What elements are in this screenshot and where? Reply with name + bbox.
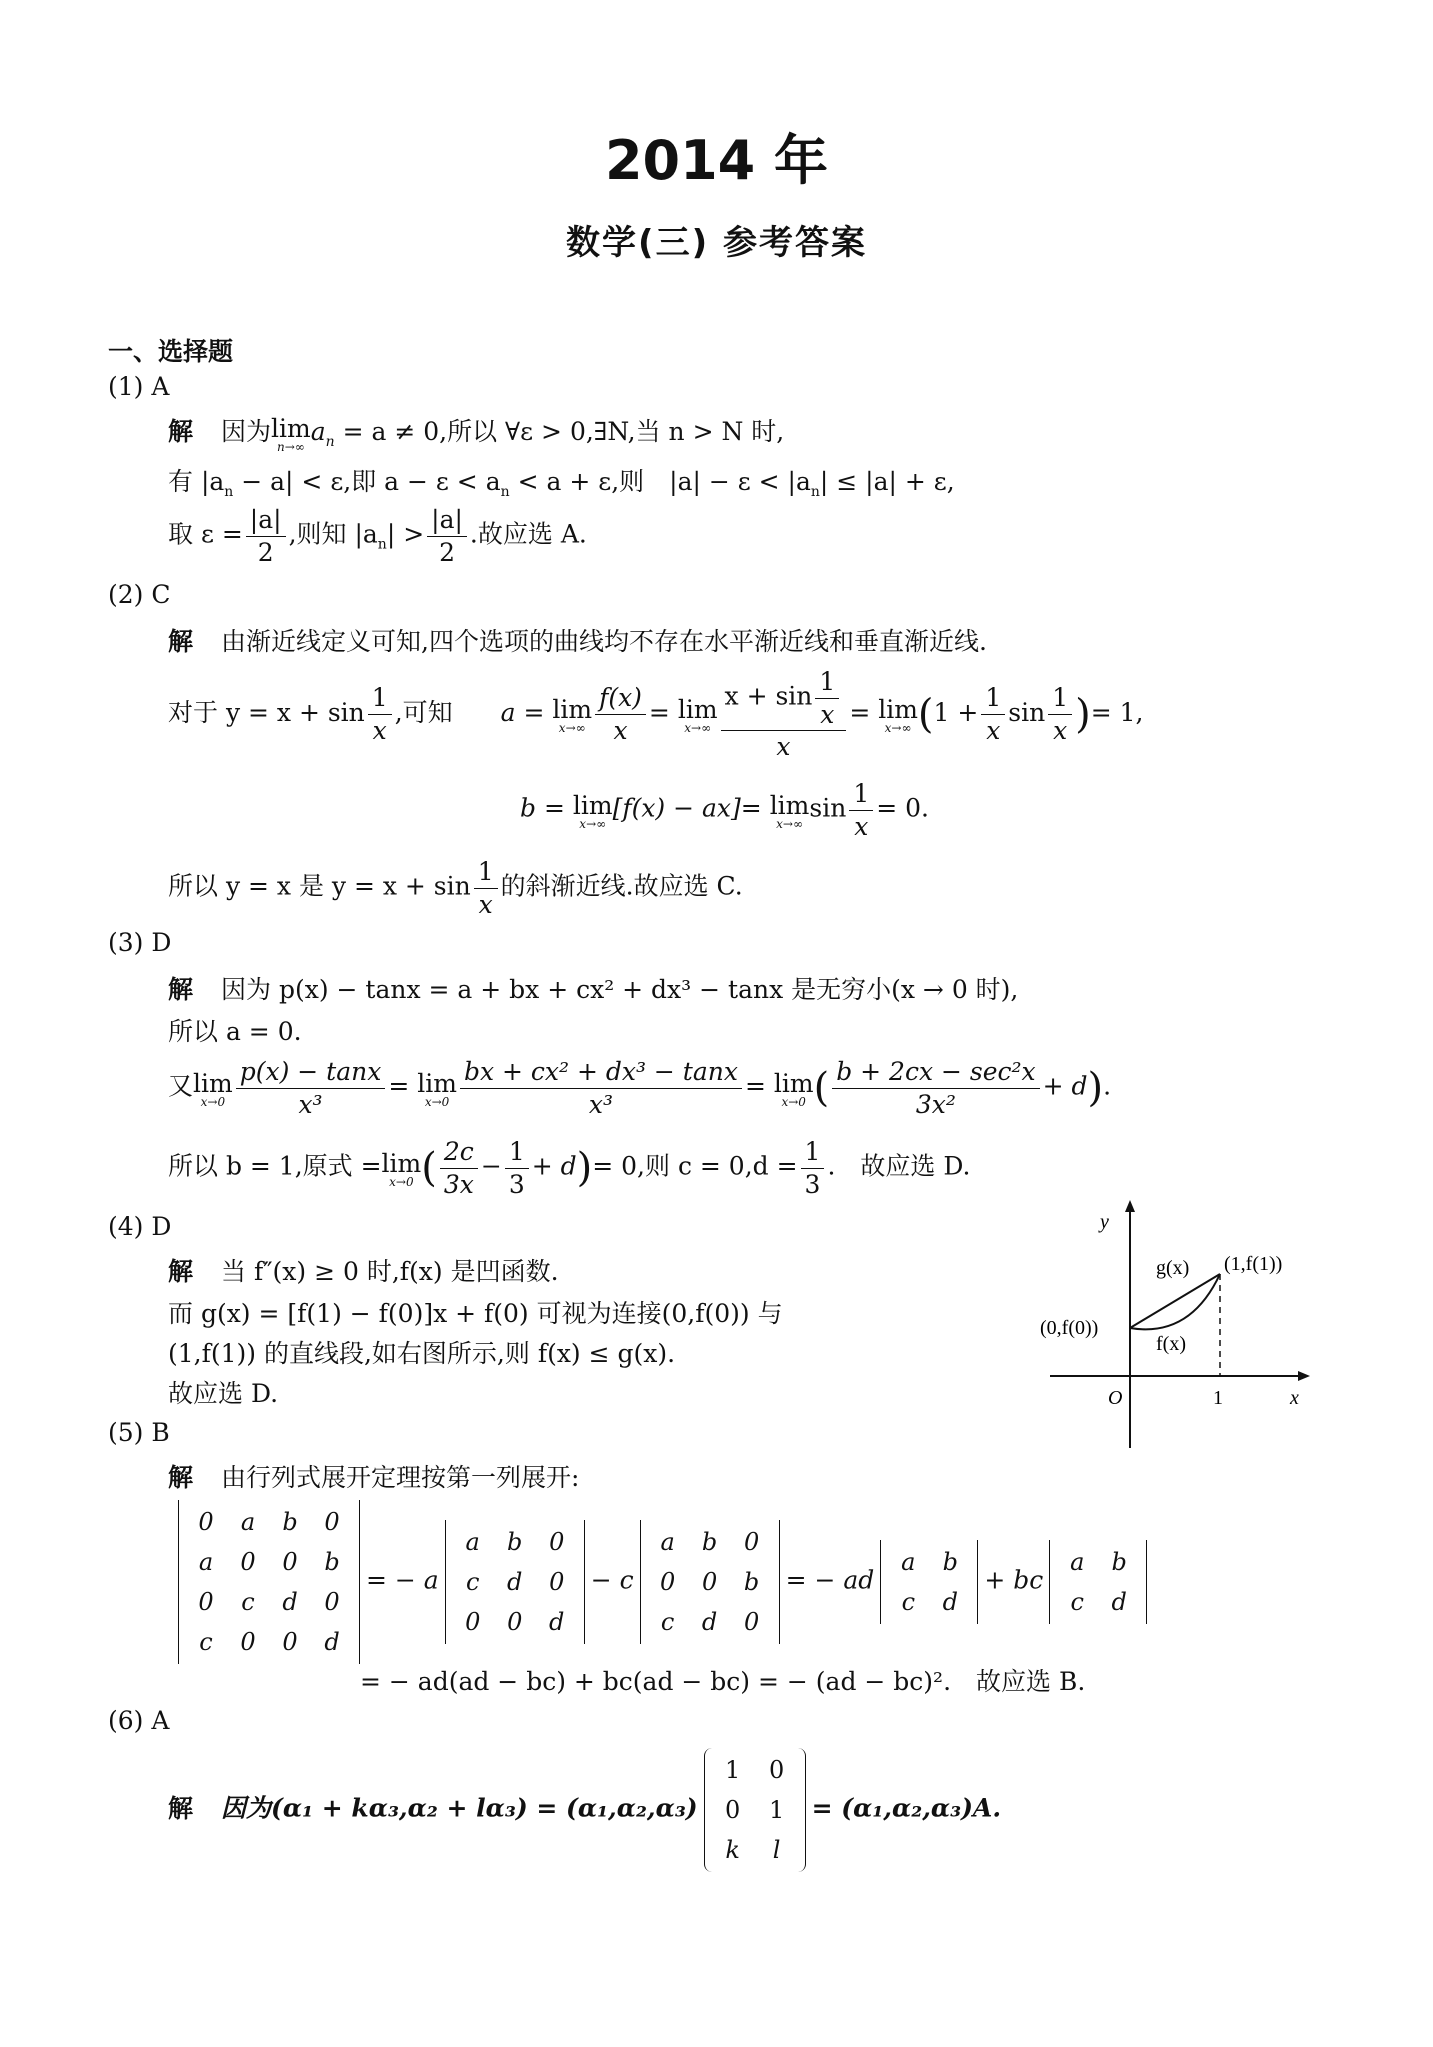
det2a-row	[887, 1582, 971, 1622]
q3-text: −	[480, 1151, 502, 1181]
det3b-cell: 0	[701, 1568, 718, 1596]
det3a-cell: 0	[549, 1568, 565, 1596]
q5-number: (5) B	[108, 1418, 170, 1447]
q3-text: 所以 b = 1,原式 =	[168, 1151, 382, 1181]
det2b-cell: b	[1111, 1548, 1127, 1576]
q4-number: (4) D	[108, 1212, 172, 1241]
det3a-cell: a	[465, 1528, 480, 1556]
q2-jie: 解	[168, 627, 194, 656]
lim-sub: x→0	[389, 1174, 414, 1189]
frac-num	[721, 668, 847, 731]
q1-text: 因为	[221, 417, 272, 446]
q1-line-3	[168, 506, 587, 566]
frac-den: 2	[257, 537, 274, 567]
frac-num: 1	[368, 684, 392, 715]
g-label: g(x)	[1156, 1257, 1190, 1279]
q6-matrix	[704, 1748, 806, 1872]
q2-fraction	[815, 668, 839, 728]
det3a-cell: d	[549, 1608, 565, 1636]
frac-num: 1	[1048, 684, 1072, 715]
det3a-row	[452, 1562, 578, 1602]
det2b-cell: d	[1111, 1588, 1127, 1616]
q3-fraction	[236, 1058, 386, 1118]
det2a-cell: b	[942, 1548, 958, 1576]
q4-jie: 解	[168, 1257, 194, 1286]
frac-num: p(x) − tanx	[236, 1058, 386, 1089]
q2-text: = 1,	[1090, 697, 1144, 727]
det4-cell: 0	[198, 1588, 214, 1616]
q3-lim	[774, 1069, 814, 1108]
det3b-cell: d	[701, 1608, 718, 1636]
paren: )	[1075, 691, 1091, 738]
frac-den: x	[820, 699, 835, 729]
point-1-label: (1,f(1))	[1224, 1253, 1283, 1275]
q2-lim	[770, 791, 810, 830]
lim-word: lim	[417, 1068, 457, 1098]
q1-text: < a + ε,则 |a| − ε < |a	[509, 467, 811, 496]
q4-line-2: 而 g(x) = [f(1) − f(0)]x + f(0) 可视为连接(0,f(0)) 与	[168, 1299, 783, 1328]
q3-fraction	[832, 1058, 1039, 1118]
tick-1-label: 1	[1213, 1387, 1223, 1409]
point-0-label: (0,f(0))	[1040, 1317, 1099, 1339]
q1-text: | >	[386, 519, 425, 549]
det4-cell: 0	[324, 1508, 340, 1536]
q1-sub: n	[500, 484, 510, 500]
q3-fraction	[505, 1138, 529, 1198]
frac-den: 3	[804, 1169, 821, 1199]
frac-den: 2	[439, 537, 455, 567]
det4-row	[185, 1502, 353, 1542]
q2-fraction	[1048, 684, 1072, 744]
det4-cell: b	[324, 1548, 340, 1576]
q3-lim	[193, 1069, 233, 1108]
frac-den: 3x²	[915, 1089, 956, 1119]
q3-text: 因为 p(x) − tanx = a + bx + cx² + dx³ − tanx 是无穷小(x → 0 时),	[221, 975, 1019, 1004]
det4-cell: c	[241, 1588, 255, 1616]
q3-fraction	[460, 1058, 742, 1118]
frac-num: f(x)	[595, 684, 646, 715]
x-axis-arrow-icon	[1298, 1371, 1310, 1381]
q2-text: ,可知	[394, 697, 453, 727]
frac-num: 1	[849, 780, 873, 811]
q3-fraction	[801, 1138, 825, 1198]
q3-text: .	[1103, 1071, 1112, 1101]
det4-row	[185, 1582, 353, 1622]
matrix-cell: 0	[725, 1796, 741, 1824]
lim-word: lim	[271, 414, 311, 443]
q2-text: =	[648, 697, 670, 727]
q1-sub: n	[224, 484, 234, 500]
q2-line-4	[168, 858, 743, 918]
det4-cell: a	[240, 1508, 256, 1536]
paren: (	[917, 691, 934, 738]
q4-line-3: (1,f(1)) 的直线段,如右图所示,则 f(x) ≤ g(x).	[168, 1339, 676, 1368]
q1-text: − a| < ε,即 a − ε < a	[233, 467, 501, 496]
q2-fraction	[595, 684, 646, 744]
q1-sub: n	[810, 484, 820, 500]
lim-word: lim	[677, 694, 718, 724]
q1-line-2	[168, 462, 955, 500]
paren: (	[813, 1065, 830, 1111]
q2-lim	[878, 695, 918, 734]
q5-text: 由行列式展开定理按第一列展开:	[221, 1463, 580, 1492]
q3-lim	[382, 1149, 422, 1188]
q2-text: 所以 y = x 是 y = x + sin	[168, 871, 471, 901]
page-title: 2014 年	[604, 129, 829, 192]
paren: (	[421, 1145, 437, 1191]
det2a-row	[887, 1542, 971, 1582]
page-subtitle: 数学(三) 参考答案	[566, 223, 867, 263]
q5-text: = − a	[366, 1565, 439, 1595]
paren: )	[1087, 1065, 1104, 1111]
det4-cell: 0	[240, 1628, 256, 1656]
q2-lim	[552, 695, 592, 734]
q3-text: . 故应选 D.	[827, 1151, 971, 1181]
q2-text: = 0.	[876, 793, 929, 823]
q6-line-1	[168, 1748, 1001, 1872]
q2-text: b =	[520, 793, 565, 823]
q2-text: 的斜渐近线.故应选 C.	[500, 871, 743, 901]
q6-number: (6) A	[108, 1706, 170, 1735]
lim-word: lim	[193, 1068, 233, 1098]
lim-word: lim	[552, 694, 593, 724]
frac-num: 1	[801, 1138, 825, 1169]
y-label: y	[1100, 1211, 1109, 1233]
lim-sub: x→0	[781, 1094, 806, 1109]
q2-text: a =	[500, 697, 545, 727]
det3a-row	[452, 1522, 578, 1562]
frac-num: 1	[474, 858, 498, 889]
lim-word: lim	[381, 1148, 422, 1178]
q2-lim	[678, 695, 718, 734]
q5-jie: 解	[168, 1463, 194, 1492]
q1-number: (1) A	[108, 372, 170, 401]
q2-line-1	[168, 622, 987, 658]
q2-text: sin	[1008, 697, 1046, 727]
q1-text: | ≤ |a| + ε,	[819, 467, 955, 496]
q5-line-1	[168, 1458, 579, 1494]
det3a-cell: 0	[465, 1608, 481, 1636]
lim-word: lim	[773, 1068, 814, 1098]
det3b-cell: c	[660, 1608, 675, 1636]
det3b-row	[647, 1522, 773, 1562]
det3a-cell: c	[465, 1568, 480, 1596]
paren: )	[576, 1145, 593, 1191]
det2b-cell: a	[1070, 1548, 1085, 1576]
q3-line-1	[168, 970, 1018, 1006]
det4-cell: d	[324, 1628, 340, 1656]
q1-lim	[271, 414, 311, 453]
det4-cell: d	[282, 1588, 298, 1616]
frac-num: 1	[505, 1138, 529, 1169]
det3a-cell: 0	[549, 1528, 565, 1556]
det4-cell: b	[282, 1508, 298, 1536]
q5-line-3: = − ad(ad − bc) + bc(ad − bc) = − (ad − bc)². 故应选 B.	[360, 1667, 1086, 1696]
q2-text: x + sin	[724, 681, 813, 711]
frac-den: x	[1053, 715, 1068, 745]
q3-line-4	[168, 1138, 970, 1198]
q2-fraction	[721, 668, 847, 761]
q3-line-3	[168, 1058, 1111, 1118]
q2-fraction	[849, 780, 873, 840]
q4-text: 当 f″(x) ≥ 0 时,f(x) 是凹函数.	[221, 1257, 559, 1286]
lim-word: lim	[572, 790, 613, 820]
frac-den: x	[372, 715, 387, 745]
q3-fraction	[440, 1138, 478, 1198]
frac-num: 1	[981, 684, 1005, 715]
det-2x2-b	[1049, 1540, 1147, 1624]
q2-text: 1 +	[933, 697, 979, 727]
q2-fraction	[981, 684, 1005, 744]
frac-den: x	[854, 811, 869, 841]
q1-line-1	[168, 412, 784, 453]
matrix-cell: l	[772, 1836, 781, 1864]
q2-fraction	[368, 684, 392, 744]
lim-sub: x→0	[424, 1094, 450, 1109]
frac-num: |a|	[246, 506, 286, 537]
lim-sub: x→∞	[776, 816, 803, 831]
q3-lim	[417, 1069, 457, 1108]
frac-den: 3x	[443, 1169, 474, 1199]
q6-text: 因为(α₁ + kα₃,α₂ + lα₃) = (α₁,α₂,α₃)	[221, 1793, 698, 1823]
q1-fraction	[427, 506, 467, 566]
lim-sub: x→∞	[884, 720, 912, 735]
det3b-cell: 0	[659, 1568, 676, 1596]
det3a-cell: 0	[507, 1608, 523, 1636]
q2-text: 对于 y = x + sin	[168, 697, 365, 727]
q5-text: = − ad	[785, 1565, 875, 1595]
q2-text: =	[849, 697, 871, 727]
det3b-row	[647, 1602, 773, 1642]
q2-number: (2) C	[108, 580, 171, 609]
det3a-cell: b	[507, 1528, 523, 1556]
det-3x3-a	[445, 1520, 585, 1644]
q3-text: 又	[168, 1071, 194, 1101]
q2-fraction	[474, 858, 498, 918]
q1-var: a	[310, 417, 326, 446]
matrix-cell: 1	[725, 1756, 741, 1784]
det4-cell: 0	[240, 1548, 256, 1576]
q3-text: =	[388, 1071, 410, 1101]
q1-sub: n	[325, 434, 335, 450]
frac-den: x	[986, 715, 1001, 745]
det2b-cell: c	[1070, 1588, 1084, 1616]
det2a-cell: c	[901, 1588, 916, 1616]
det-3x3-b	[640, 1520, 780, 1644]
det4-cell: 0	[324, 1588, 340, 1616]
q5-text: − c	[590, 1565, 634, 1595]
section-heading: 一、选择题	[108, 337, 234, 366]
q3-text: = 0,则 c = 0,d =	[592, 1151, 798, 1181]
matrix-row	[711, 1830, 799, 1870]
det2a-cell: a	[901, 1548, 916, 1576]
det3b-row	[647, 1562, 773, 1602]
frac-num: 2c	[440, 1138, 478, 1169]
q1-text: ,则知 |a	[288, 519, 378, 549]
det4-row	[185, 1622, 353, 1662]
q5-determinant-expansion	[172, 1500, 1153, 1664]
q3-text: + d	[531, 1151, 577, 1181]
matrix-row	[711, 1750, 799, 1790]
matrix-cell: 0	[769, 1756, 785, 1784]
det3a-cell: d	[507, 1568, 523, 1596]
det4-cell: 0	[282, 1548, 298, 1576]
lim-sub: n→∞	[276, 440, 305, 454]
frac-num: b + 2cx − sec²x	[832, 1058, 1039, 1089]
q2-line-3	[520, 780, 929, 840]
q2-line-2	[168, 668, 1143, 761]
x-label: x	[1290, 1387, 1299, 1409]
q2-text: sin	[809, 793, 847, 823]
q2-text: 由渐近线定义可知,四个选项的曲线均不存在水平渐近线和垂直渐近线.	[221, 627, 987, 656]
q1-text: = a ≠ 0,所以 ∀ε > 0,∃N,当 n > N 时,	[334, 417, 785, 446]
det-2x2-a	[880, 1540, 978, 1624]
matrix-cell: k	[725, 1836, 740, 1864]
det4-cell: 0	[198, 1508, 214, 1536]
q2-text: =	[740, 793, 762, 823]
frac-num: 1	[815, 668, 839, 699]
q3-line-2: 所以 a = 0.	[168, 1017, 302, 1046]
matrix-cell: 1	[769, 1796, 785, 1824]
q2-lim	[573, 791, 613, 830]
det4-cell: a	[198, 1548, 214, 1576]
q4-graph	[1040, 1198, 1320, 1458]
det4-row	[185, 1542, 353, 1582]
det-4x4	[178, 1500, 360, 1664]
det4-cell: 0	[282, 1628, 298, 1656]
det3b-cell: b	[701, 1528, 718, 1556]
f-label: f(x)	[1156, 1333, 1186, 1355]
det3a-row	[452, 1602, 578, 1642]
q2-text: [f(x) − ax]	[612, 793, 741, 823]
q1-text: .故应选 A.	[469, 519, 587, 549]
det3b-cell: b	[743, 1568, 760, 1596]
lim-word: lim	[878, 694, 918, 724]
q6-text: = (α₁,α₂,α₃)A.	[811, 1793, 1002, 1823]
lim-sub: x→∞	[684, 720, 712, 735]
q1-sub: n	[377, 536, 387, 553]
frac-den: x³	[298, 1089, 323, 1119]
frac-den: x	[613, 715, 628, 745]
q3-jie: 解	[168, 975, 194, 1004]
lim-sub: x→∞	[558, 720, 586, 735]
q3-text: =	[744, 1071, 766, 1101]
det2a-cell: d	[942, 1588, 958, 1616]
g-line	[1130, 1274, 1220, 1328]
frac-den: x	[478, 889, 493, 919]
q1-fraction	[246, 506, 286, 566]
frac-num: bx + cx² + dx³ − tanx	[460, 1058, 742, 1089]
q3-number: (3) D	[108, 928, 172, 957]
frac-den: x³	[588, 1089, 614, 1119]
frac-den: x	[776, 732, 791, 761]
frac-den: 3	[508, 1169, 525, 1199]
q4-line-4: 故应选 D.	[168, 1379, 279, 1408]
det3b-cell: 0	[743, 1608, 760, 1636]
det4-cell: c	[199, 1628, 213, 1656]
q6-jie: 解	[168, 1793, 194, 1823]
det3b-cell: 0	[743, 1528, 760, 1556]
origin-label: O	[1108, 1387, 1123, 1409]
lim-sub: x→0	[200, 1094, 226, 1109]
det2b-row	[1056, 1582, 1140, 1622]
det3b-cell: a	[660, 1528, 675, 1556]
matrix-row	[711, 1790, 799, 1830]
lim-sub: x→∞	[579, 816, 607, 831]
q1-text: 有 |a	[168, 467, 225, 496]
y-axis-arrow-icon	[1125, 1200, 1135, 1212]
frac-num: |a|	[427, 506, 467, 537]
q4-line-1	[168, 1252, 559, 1288]
q1-text: 取 ε =	[168, 519, 243, 549]
q5-text: + bc	[984, 1565, 1044, 1595]
lim-word: lim	[769, 790, 810, 820]
q1-jie: 解	[168, 417, 194, 446]
det2b-row	[1056, 1542, 1140, 1582]
q3-text: + d	[1042, 1071, 1088, 1101]
